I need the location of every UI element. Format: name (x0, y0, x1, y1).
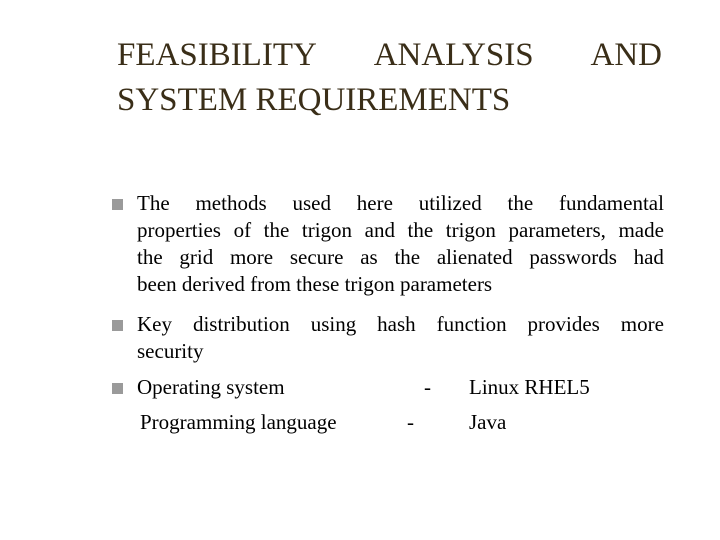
requirement-label: Operating system (137, 375, 285, 399)
bullet-line (137, 244, 664, 271)
title-word: FEASIBILITY (117, 37, 317, 73)
bullet-line: security (137, 339, 204, 363)
requirement-label: Programming language (140, 410, 337, 434)
bullet-line: been derived from these trigon parameters (137, 272, 493, 296)
square-bullet-icon (112, 383, 123, 394)
requirement-value: Java (469, 410, 507, 434)
word: made (618, 218, 664, 242)
bullet-line (137, 311, 664, 338)
word: the (394, 245, 421, 269)
word: of (233, 218, 252, 242)
word: the (507, 191, 534, 215)
word: the (407, 218, 434, 242)
word: secure (289, 245, 344, 269)
title-word: ANALYSIS (373, 37, 534, 73)
word: utilized (418, 191, 482, 215)
word: provides (527, 312, 600, 336)
word: the (137, 245, 163, 269)
word: had (633, 245, 664, 269)
word: as (360, 245, 378, 269)
bullet-item-2 (137, 311, 664, 365)
requirement-value: Linux RHEL5 (469, 375, 590, 399)
requirement-separator: - (424, 375, 431, 399)
word: alienated (436, 245, 513, 269)
word: grid (179, 245, 214, 269)
word: fundamental (558, 191, 664, 215)
bullet-line (137, 217, 664, 244)
word: The (137, 191, 170, 215)
word: using (310, 312, 357, 336)
word: here (356, 191, 393, 215)
word: and (364, 218, 395, 242)
bullet-item-1 (137, 190, 664, 298)
word: more (229, 245, 274, 269)
word: function (436, 312, 507, 336)
square-bullet-icon (112, 199, 123, 210)
word: hash (377, 312, 416, 336)
bullet-line (137, 190, 664, 217)
title-line-2: SYSTEM REQUIREMENTS (117, 82, 511, 118)
title-word: AND (590, 37, 662, 73)
word: parameters, (508, 218, 606, 242)
word: Key (137, 312, 172, 336)
word: more (620, 312, 664, 336)
square-bullet-icon (112, 320, 123, 331)
word: passwords (529, 245, 617, 269)
word: distribution (192, 312, 290, 336)
word: trigon (301, 218, 353, 242)
requirement-separator: - (407, 410, 414, 434)
word: trigon (445, 218, 496, 242)
word: the (263, 218, 290, 242)
word: methods (195, 191, 267, 215)
word: properties (137, 218, 221, 242)
word: used (292, 191, 331, 215)
